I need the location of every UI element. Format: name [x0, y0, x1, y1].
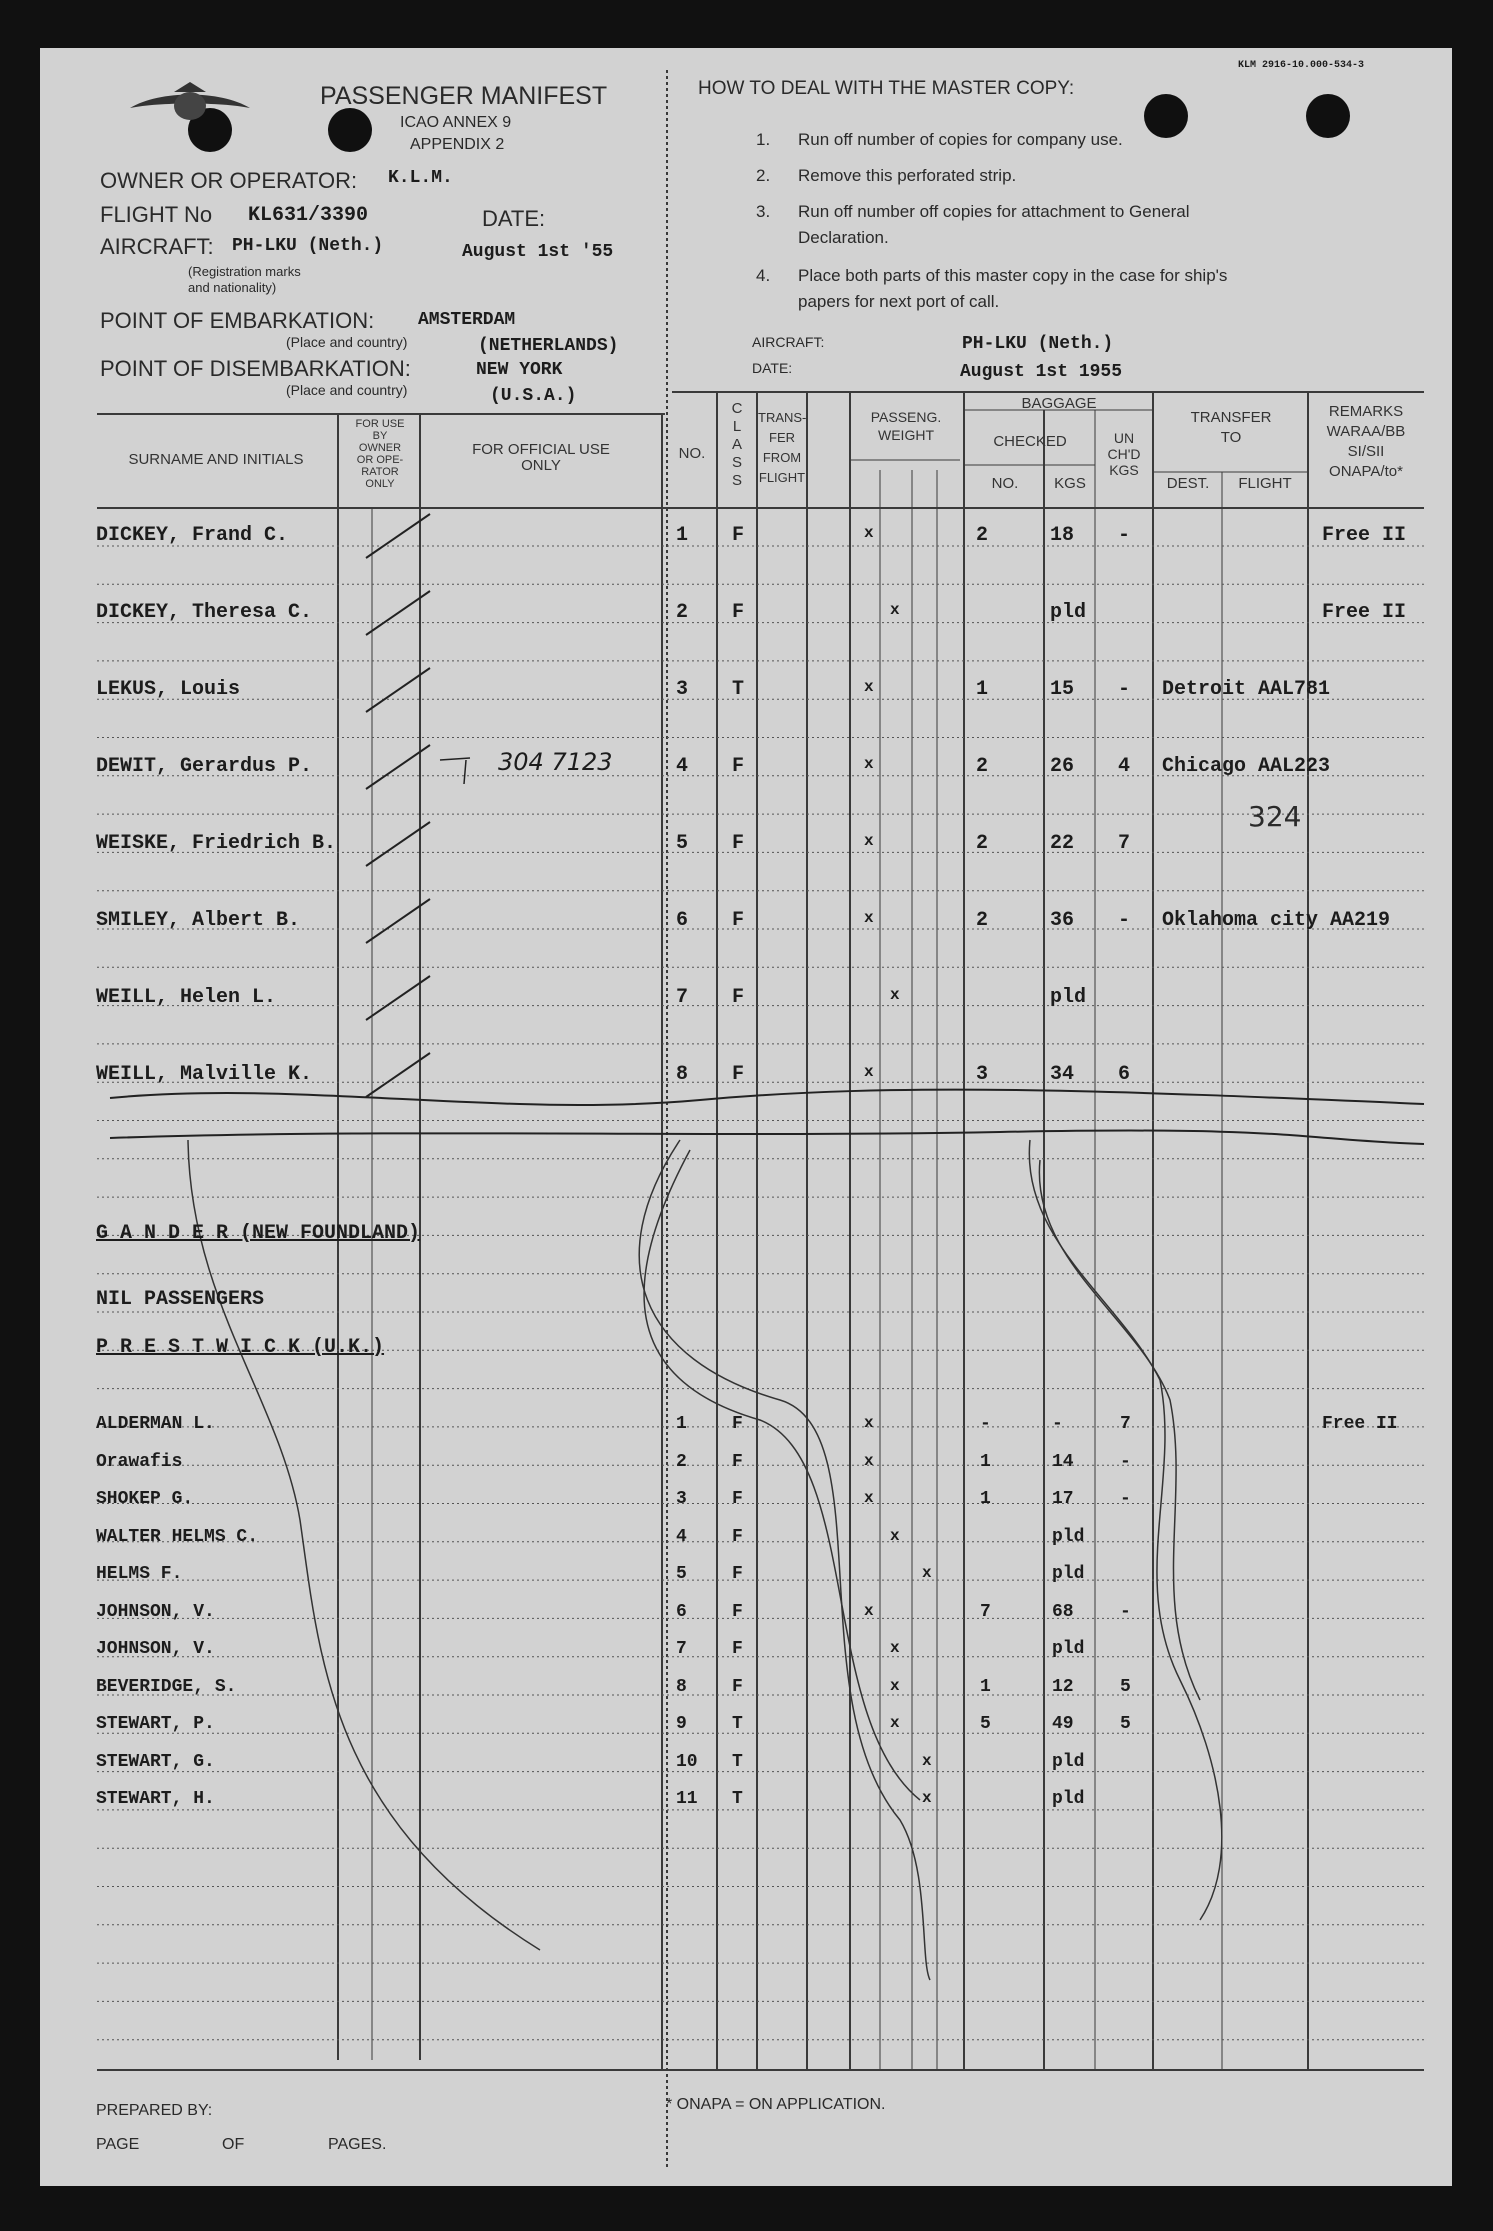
passenger-class: F — [732, 909, 745, 932]
passenger-name: DICKEY, Frand C. — [96, 524, 289, 547]
unchecked-kgs: 5 — [1120, 1676, 1131, 1697]
baggage-kgs: pld — [1052, 1789, 1085, 1809]
passenger-class: F — [732, 1526, 743, 1547]
passenger-weight-mark: x — [922, 1751, 932, 1770]
passenger-no: 6 — [676, 909, 689, 932]
baggage-kgs: 36 — [1050, 909, 1075, 932]
baggage-kgs: 12 — [1052, 1676, 1074, 1697]
passenger-class: F — [732, 986, 745, 1009]
col-remarks-line: ONAPA/to* — [1329, 463, 1403, 480]
passenger-weight-mark: x — [890, 1639, 900, 1657]
col-dest: DEST. — [1166, 475, 1210, 492]
col-pass-weight-line: WEIGHT — [878, 427, 934, 443]
instruction-text: Remove this perforated strip. — [798, 166, 1017, 185]
passenger-weight-mark: x — [864, 755, 874, 773]
col-transfer-from-line: FLIGHT — [758, 470, 806, 485]
passenger-class: F — [732, 1063, 745, 1086]
official-use-handwriting: 304 7123 — [498, 748, 613, 776]
passenger-class: F — [732, 1601, 743, 1622]
passenger-no: 2 — [676, 1451, 687, 1472]
baggage-kgs: 14 — [1052, 1451, 1074, 1472]
prestwick-heading: P R E S T W I C K (U.K.) — [96, 1336, 385, 1359]
passenger-no: 11 — [676, 1789, 698, 1809]
col-class-letter: A — [731, 436, 742, 453]
passenger-name: WEISKE, Friedrich B. — [96, 832, 337, 855]
col-official-line: ONLY — [521, 457, 561, 474]
handwritten-324: 324 — [1248, 800, 1302, 833]
baggage-count: 1 — [980, 1489, 991, 1509]
instruction-text: Declaration. — [798, 228, 889, 247]
col-bag-no: NO. — [991, 475, 1019, 492]
date-label: DATE: — [482, 206, 546, 231]
subtitle-annex: ICAO ANNEX 9 — [400, 114, 512, 131]
col-transfer-to-line: TO — [1220, 429, 1242, 446]
passenger-class: F — [732, 832, 745, 855]
col-unchecked-line: KGS — [1109, 462, 1139, 478]
instruction-text: Run off number off copies for attachment to General — [798, 202, 1190, 221]
of-label: OF — [222, 2136, 245, 2153]
col-transfer-from-line: FER — [769, 430, 795, 445]
baggage-count: 2 — [976, 755, 989, 778]
embarkation-value: AMSTERDAM — [418, 310, 516, 330]
instructions-title: HOW TO DEAL WITH THE MASTER COPY: — [698, 78, 1075, 99]
col-transfer-from — [758, 408, 806, 488]
embarkation-country: (NETHERLANDS) — [478, 336, 619, 356]
page-title: PASSENGER MANIFEST — [320, 82, 608, 110]
passenger-weight-mark: x — [890, 1714, 900, 1732]
nil-passengers: NIL PASSENGERS — [96, 1288, 265, 1311]
col-class-letter: L — [732, 418, 742, 435]
baggage-kgs: pld — [1050, 601, 1087, 624]
passenger-class: F — [732, 1451, 743, 1472]
baggage-kgs: 17 — [1052, 1489, 1074, 1509]
baggage-kgs: 22 — [1050, 832, 1075, 855]
unchecked-kgs: - — [1120, 1489, 1131, 1509]
passenger-no: 4 — [676, 755, 689, 778]
col-owner-use-line: OR OPE- — [356, 454, 404, 466]
col-baggage: BAGGAGE — [1021, 395, 1097, 412]
col-owner-use-line: BY — [372, 430, 388, 442]
col-no: NO. — [678, 445, 706, 462]
passenger-no: 5 — [676, 1564, 687, 1584]
passenger-no: 7 — [676, 1639, 687, 1659]
passenger-name: ALDERMAN L. — [96, 1414, 215, 1434]
baggage-kgs: pld — [1052, 1564, 1085, 1584]
baggage-count: - — [980, 1414, 991, 1434]
col-unchecked — [1096, 430, 1152, 478]
flight-label: FLIGHT No — [100, 202, 213, 227]
baggage-kgs: 34 — [1050, 1063, 1075, 1086]
col-pass-weight — [850, 408, 962, 444]
airline-logo — [120, 80, 260, 130]
disembarkation-country: (U.S.A.) — [490, 386, 577, 406]
passenger-weight-mark: x — [864, 524, 874, 542]
col-surname: SURNAME AND INITIALS — [128, 451, 304, 468]
instruction-number: 2. — [756, 166, 771, 185]
col-bag-kgs: KGS — [1054, 475, 1086, 492]
col-remarks-line: SI/SII — [1347, 443, 1385, 460]
passenger-no: 5 — [676, 832, 689, 855]
subtitle-appendix: APPENDIX 2 — [410, 136, 505, 153]
baggage-kgs: 26 — [1050, 755, 1075, 778]
date-value: August 1st '55 — [462, 242, 614, 262]
passenger-class: F — [732, 601, 745, 624]
baggage-kgs: 18 — [1050, 524, 1075, 547]
passenger-weight-mark: x — [890, 601, 900, 619]
passenger-name: SHOKEP G. — [96, 1489, 194, 1509]
col-flight: FLIGHT — [1238, 475, 1292, 492]
passenger-class: T — [732, 1714, 743, 1734]
col-owner-use-line: ONLY — [365, 478, 395, 490]
passenger-weight-mark: x — [864, 1414, 874, 1432]
passenger-name: BEVERIDGE, S. — [96, 1676, 237, 1697]
embarkation-label: POINT OF EMBARKATION: — [100, 308, 375, 333]
col-checked: CHECKED — [993, 433, 1067, 450]
baggage-count: 2 — [976, 524, 989, 547]
passenger-name: JOHNSON, V. — [96, 1639, 215, 1659]
passenger-weight-mark: x — [922, 1564, 932, 1582]
unchecked-kgs: 4 — [1118, 755, 1131, 778]
col-owner-use-line: FOR USE — [355, 418, 405, 430]
passenger-no: 9 — [676, 1714, 687, 1734]
passenger-name: Orawafis — [96, 1451, 183, 1472]
passenger-name: SMILEY, Albert B. — [96, 909, 301, 932]
instruction-text: papers for next port of call. — [798, 292, 1000, 311]
passenger-name: WEILL, Helen L. — [96, 986, 277, 1009]
col-class-letter: C — [731, 400, 743, 417]
baggage-count: 3 — [976, 1063, 989, 1086]
baggage-kgs: pld — [1052, 1526, 1085, 1547]
col-class-letter: S — [731, 454, 742, 471]
aircraft-label: AIRCRAFT: — [100, 234, 214, 259]
embarkation-note: (Place and country) — [286, 334, 408, 350]
instruction-number: 3. — [756, 202, 771, 221]
document-code: KLM 2916-10.000-534-3 — [1238, 60, 1365, 71]
passenger-class: F — [732, 1564, 743, 1584]
baggage-kgs: - — [1052, 1414, 1063, 1434]
disembarkation-label: POINT OF DISEMBARKATION: — [100, 356, 411, 381]
passenger-no: 8 — [676, 1063, 689, 1086]
unchecked-kgs: - — [1120, 1601, 1131, 1622]
prepared-by-label: PREPARED BY: — [96, 2102, 213, 2119]
passenger-name: STEWART, H. — [96, 1789, 215, 1809]
unchecked-kgs: 6 — [1118, 1063, 1131, 1086]
passenger-name: WALTER HELMS C. — [96, 1526, 259, 1547]
passenger-name: LEKUS, Louis — [96, 678, 241, 701]
passenger-no: 3 — [676, 678, 689, 701]
footnote: * ONAPA = ON APPLICATION. — [666, 2096, 886, 2113]
instruction-text: Run off number of copies for company use. — [798, 130, 1123, 149]
col-official — [422, 442, 660, 474]
baggage-kgs: pld — [1052, 1751, 1085, 1772]
passenger-no: 1 — [676, 1414, 687, 1434]
passenger-name: DICKEY, Theresa C. — [96, 601, 313, 624]
aircraft-value: PH-LKU (Neth.) — [232, 236, 384, 256]
col-transfer-from-line: FROM — [762, 450, 802, 465]
passenger-no: 1 — [676, 524, 689, 547]
passenger-no: 10 — [676, 1751, 698, 1772]
baggage-count: 2 — [976, 909, 989, 932]
col-transfer-from-line: TRANS- — [758, 410, 807, 425]
passenger-weight-mark: x — [864, 832, 874, 850]
remarks: Free II — [1322, 601, 1407, 624]
passenger-weight-mark: x — [890, 986, 900, 1004]
remarks: Free II — [1322, 1414, 1398, 1434]
baggage-count: 7 — [980, 1601, 991, 1622]
passenger-name: DEWIT, Gerardus P. — [96, 755, 313, 778]
baggage-kgs: pld — [1050, 986, 1087, 1009]
col-official-line: FOR OFFICIAL USE — [472, 441, 610, 458]
passenger-class: F — [732, 1489, 743, 1509]
col-owner-use-line: RATOR — [361, 466, 399, 478]
passenger-weight-mark: x — [864, 1489, 874, 1507]
right-date-value: August 1st 1955 — [960, 362, 1123, 382]
passenger-name: JOHNSON, V. — [96, 1601, 215, 1622]
col-owner-use — [340, 418, 420, 490]
passenger-name: HELMS F. — [96, 1564, 183, 1584]
baggage-count: 1 — [980, 1676, 991, 1697]
gander-heading: G A N D E R (NEW FOUNDLAND) — [96, 1222, 421, 1245]
passenger-class: F — [732, 755, 745, 778]
baggage-kgs: pld — [1052, 1639, 1085, 1659]
col-remarks-line: REMARKS — [1328, 403, 1404, 420]
col-pass-weight-line: PASSENG. — [870, 409, 942, 425]
aircraft-note-2: and nationality) — [188, 280, 277, 295]
passenger-no: 4 — [676, 1526, 687, 1547]
baggage-kgs: 68 — [1052, 1601, 1074, 1622]
col-unchecked-line: CH'D — [1107, 446, 1141, 462]
passenger-weight-mark: x — [864, 1063, 874, 1081]
baggage-count: 1 — [980, 1451, 991, 1472]
passenger-no: 6 — [676, 1601, 687, 1622]
col-owner-use-line: OWNER — [358, 442, 402, 454]
col-transfer-to — [1156, 408, 1306, 448]
flight-value: KL631/3390 — [248, 204, 369, 227]
transfer-destination: Oklahoma city AA219 — [1162, 909, 1391, 932]
owner-value: K.L.M. — [388, 168, 453, 188]
baggage-count: 1 — [976, 678, 989, 701]
right-date-label: DATE: — [752, 360, 793, 376]
right-aircraft-label: AIRCRAFT: — [752, 334, 825, 350]
instruction-number: 4. — [756, 266, 771, 285]
passenger-class: F — [732, 524, 745, 547]
baggage-count: 5 — [980, 1714, 991, 1734]
page-label: PAGE — [96, 2136, 140, 2153]
transfer-destination: Chicago AAL223 — [1162, 755, 1331, 778]
owner-label: OWNER OR OPERATOR: — [100, 168, 358, 193]
remarks: Free II — [1322, 524, 1407, 547]
instruction-number: 1. — [756, 130, 771, 149]
transfer-destination: Detroit AAL781 — [1162, 678, 1331, 701]
col-remarks-line: WARAA/BB — [1326, 423, 1406, 440]
passenger-class: F — [732, 1414, 743, 1434]
passenger-class: F — [732, 1639, 743, 1659]
passenger-class: T — [732, 1751, 743, 1772]
unchecked-kgs: - — [1118, 678, 1131, 701]
passenger-class: F — [732, 1676, 743, 1697]
col-class-letter: S — [731, 472, 742, 489]
col-class — [720, 400, 754, 490]
passenger-weight-mark: x — [864, 909, 874, 927]
col-remarks — [1310, 402, 1422, 482]
passenger-weight-mark: x — [890, 1676, 900, 1695]
aircraft-note-1: (Registration marks — [188, 264, 301, 279]
baggage-kgs: 49 — [1052, 1714, 1074, 1734]
passenger-class: T — [732, 678, 745, 701]
unchecked-kgs: 7 — [1118, 832, 1131, 855]
passenger-weight-mark: x — [864, 1451, 874, 1470]
passenger-name: STEWART, P. — [96, 1714, 215, 1734]
passenger-name: WEILL, Malville K. — [96, 1063, 313, 1086]
passenger-no: 2 — [676, 601, 689, 624]
col-transfer-to-line: TRANSFER — [1190, 409, 1272, 426]
passenger-weight-mark: x — [864, 1601, 874, 1620]
unchecked-kgs: - — [1118, 909, 1131, 932]
passenger-name: STEWART, G. — [96, 1751, 215, 1772]
unchecked-kgs: 7 — [1120, 1414, 1131, 1434]
unchecked-kgs: - — [1120, 1451, 1131, 1472]
col-unchecked-line: UN — [1113, 430, 1135, 446]
baggage-count: 2 — [976, 832, 989, 855]
passenger-weight-mark: x — [864, 678, 874, 696]
unchecked-kgs: 5 — [1120, 1714, 1131, 1734]
passenger-no: 3 — [676, 1489, 687, 1509]
passenger-no: 8 — [676, 1676, 687, 1697]
instruction-text: Place both parts of this master copy in the case for ship's — [798, 266, 1228, 285]
passenger-no: 7 — [676, 986, 689, 1009]
passenger-weight-mark: x — [922, 1789, 932, 1807]
unchecked-kgs: - — [1118, 524, 1131, 547]
baggage-kgs: 15 — [1050, 678, 1075, 701]
passenger-weight-mark: x — [890, 1526, 900, 1545]
passenger-class: T — [732, 1789, 743, 1809]
disembarkation-note: (Place and country) — [286, 382, 408, 398]
disembarkation-value: NEW YORK — [476, 360, 563, 380]
right-aircraft-value: PH-LKU (Neth.) — [962, 334, 1114, 354]
pages-label: PAGES. — [328, 2136, 387, 2153]
